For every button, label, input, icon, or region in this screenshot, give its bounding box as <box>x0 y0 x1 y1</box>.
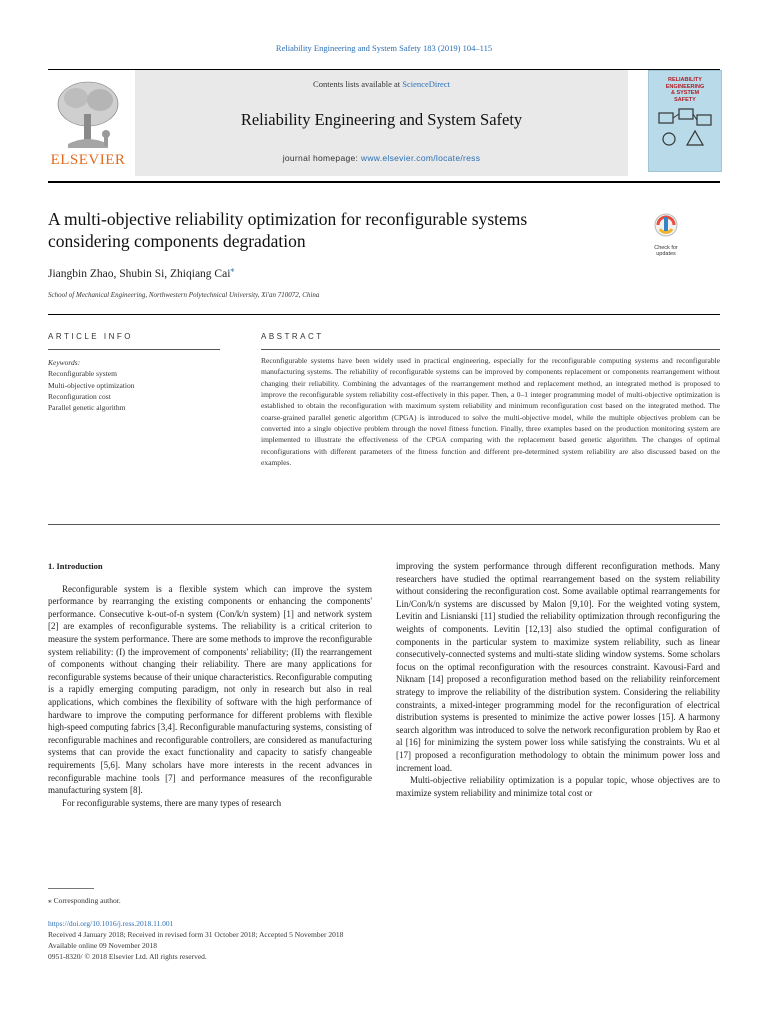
body-left-column <box>48 560 372 809</box>
body-paragraph: improving the system performance through different reconfiguration methods. Many researchers have studied the optimal rearrangement based on the system reliability without considering the reconfiguration cost. Some available optimal rearrangements for Lin/Con/k/n systems are discussed by Malon [9,10]. For the weighted voting system, Levitin and Lisnianski [11] studied the reliability optimization through reconfiguring the weights of components. Levitin [12,13] also studied the optimal configuration of components in the particular system to maximize system reliability, such as linear consecutively-connected systems and multi-state sliding window systems. Some scholars focus on the optimal reconfiguration with the resources constraint. Kavousi-Fard and Niknam [14] proposed a reconfiguration method based on the reliability reinforcement strategy to improve the reliability of the distribution system. Considering the reliability constraints, a mixed-integer programming model for the reconfiguration of electrical distribution systems is presented to minimize the active power losses [15]. A harmony search algorithm was introduced to solve the network reconfiguration problem by Rao et al [16] for minimizing the system power loss while satisfying the constraints. Wu et al [17] proposed a reconfiguration methodology to obtain the minimum power loss and increment load. <box>396 561 720 773</box>
cover-illustration <box>657 107 713 151</box>
copyright-line: 0951-8320/ © 2018 Elsevier Ltd. All rights reserved. <box>48 952 207 961</box>
cover-title <box>649 77 721 103</box>
crossmark-text: Check for <box>654 245 678 251</box>
available-online-date: Available online 09 November 2018 <box>48 941 157 950</box>
cover-title-line: ENGINEERING <box>665 83 705 90</box>
abstract-text: Reconfigurable systems have been widely used in practical engineering, especially for the reconfigurable computing systems and reconfigurable manufacturing systems. The reliability of reconfigurable systems can be improved by components replacement or components rearrangement without changing their reliability. Combining the advantages of the rearrangement method and replacement method, an integrated method is proposed to improve the reconfigurable system reliability cost-effectively in this paper. Then, a 0–1 integer programming model of multi-objective optimization is established to obtain the reconfiguration with maximum system reliability and minimum reconfiguration cost based on the integrated method. The coarse-grained parallel genetic algorithm (CPGA) is introduced to solve the multi-objective model, while the multiple objectives problem can be converted into a single objective problem through the novel fitness function. Finally, three examples based on the production monitoring system are implemented to illustrate the effectiveness of the CPGA comparing with the replacement based genetic algorithm. The changes of optimal reconfigurations with different parameters of the fitness function and different pre-determined system reliability are also discussed based on the examples. <box>261 356 720 468</box>
journal-cover-thumbnail[interactable] <box>648 70 722 172</box>
article-title-line: considering components degradation <box>48 231 306 251</box>
journal-masthead <box>48 70 720 176</box>
affiliation-rule <box>48 314 720 315</box>
crossmark-text: updates <box>656 251 676 257</box>
author-names[interactable]: Jiangbin Zhao, Shubin Si, Zhiqiang Cai <box>48 267 231 280</box>
abstract-bottom-rule <box>48 524 720 525</box>
cover-title-line: RELIABILITY <box>668 77 702 83</box>
masthead-bottom-rule <box>48 181 720 183</box>
cover-title-line: & SYSTEM <box>670 90 700 96</box>
author-affiliation: School of Mechanical Engineering, Northwestern Polytechnical University, Xi'an 710072, China <box>48 291 320 299</box>
corresponding-author-footnote: ⁎ Corresponding author. <box>48 896 121 905</box>
body-right-column <box>396 560 720 799</box>
journal-info-band <box>135 70 628 176</box>
homepage-label: journal homepage: <box>282 153 361 163</box>
spacer <box>48 573 372 583</box>
body-paragraph: Reconfigurable system is a flexible system which can improve the system performance by rearranging the existing components or enhancing the components' performance. Consecutive k-out-of-n system (Con/k/n system) [1] and network system [2] are examples of reconfigurable systems. The reliability is a critical criterion to measure the system performance. There are some methods to improve the reconfigurable system reliability: (I) the improvement of components' reliability; (II) the rearrangement of components without changing their reliability. There are many applications for reconfigurable systems because of their unique characteristics. Reconfigurable computing is a rapidly emerging computing paradigm, not only in research but also in real applications, which combines the flexibility of software with the high performance of hardware to improve the computing performance for different problems with flexible high-speed computing fabrics [3,4]. Reconfigurable manufacturing systems, consisting of reconfigurable machines and reconfigurable controllers, are considered as manufacturing systems that can provide the exact functionality and capacity to satisfy changeable requirements [5,6]. Many scholars have more interests in the recent advances in reconfigurable machine tools [7] and performance measures of the reconfigurable manufacturing system [8]. <box>48 583 372 796</box>
keyword-item: Reconfigurable system <box>48 369 117 379</box>
sciencedirect-link[interactable]: ScienceDirect <box>402 79 450 89</box>
journal-title: Reliability Engineering and System Safety <box>240 110 523 129</box>
article-footer <box>48 918 343 962</box>
article-title-line: A multi-objective reliability optimization for reconfigurable systems <box>48 209 528 229</box>
doi-link[interactable]: https://doi.org/10.1016/j.ress.2018.11.001 <box>48 919 174 928</box>
keyword-item: Parallel genetic algorithm <box>48 403 126 413</box>
body-paragraph: Multi-objective reliability optimization is a popular topic, whose objectives are to maximize system reliability and minimize total cost or <box>396 775 720 798</box>
keywords-block <box>48 357 220 413</box>
check-for-updates-badge[interactable] <box>648 212 684 258</box>
section-heading: 1. Introduction <box>48 561 103 571</box>
article-info-rule <box>48 349 220 350</box>
keyword-item: Reconfiguration cost <box>48 391 111 401</box>
keyword-item: Multi-objective optimization <box>48 380 135 390</box>
abstract-rule <box>261 349 720 350</box>
body-paragraph: For reconfigurable systems, there are many types of research <box>62 797 282 808</box>
cover-title-line: SAFETY <box>674 96 696 103</box>
article-title <box>48 208 628 252</box>
elsevier-wordmark: ELSEVIER <box>50 152 126 168</box>
corresponding-author-mark[interactable]: ⁎ <box>230 265 235 274</box>
journal-homepage-line <box>135 153 628 163</box>
article-info-heading: ARTICLE INFO <box>48 332 133 341</box>
contents-prefix: Contents lists available at <box>313 79 403 89</box>
received-dates: Received 4 January 2018; Received in revised form 31 October 2018; Accepted 5 November 2018 <box>48 930 344 939</box>
contents-line <box>135 79 628 89</box>
homepage-link[interactable]: www.elsevier.com/locate/ress <box>360 153 481 163</box>
footnote-rule <box>48 888 94 889</box>
author-list <box>48 265 234 280</box>
abstract-heading: ABSTRACT <box>261 332 324 341</box>
journal-citation[interactable]: Reliability Engineering and System Safety 183 (2019) 104–115 <box>275 43 493 53</box>
crossmark-icon <box>648 212 684 240</box>
keywords-label: Keywords: <box>48 358 81 367</box>
